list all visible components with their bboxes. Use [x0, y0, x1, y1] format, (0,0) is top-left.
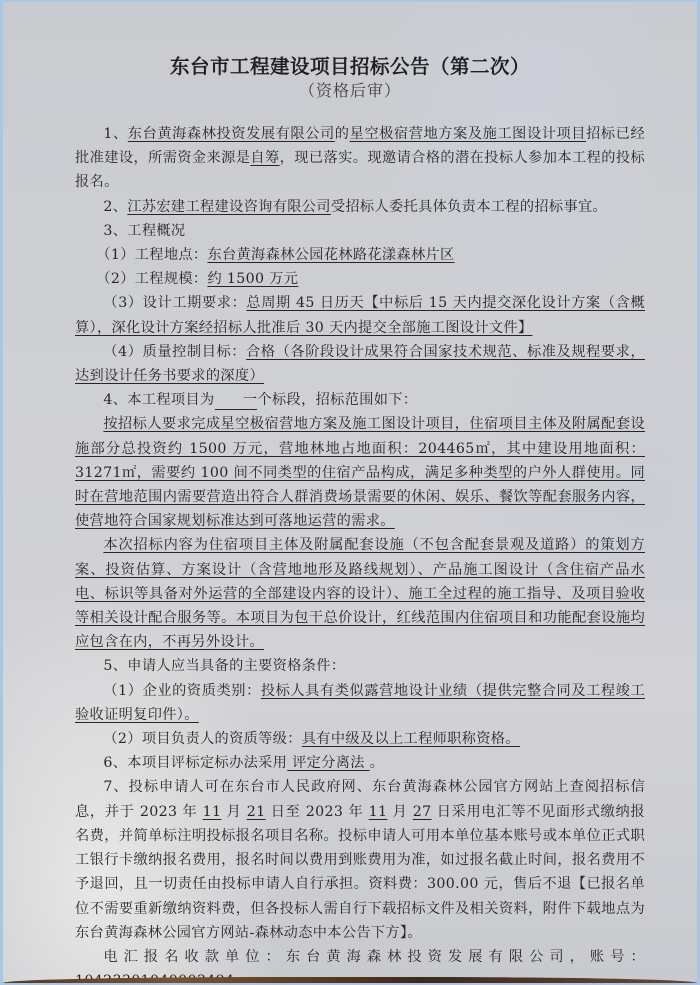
section-5-heading: 5、申请人应当具备的主要资格条件：	[103, 658, 346, 675]
qualification-2-row	[75, 727, 645, 751]
quality-target-label: （4）质量控制目标：	[103, 343, 247, 360]
end-day: 27	[412, 803, 432, 820]
quality-target-row	[75, 340, 645, 388]
start-month: 11	[202, 803, 222, 820]
section-6-text-1: 6、本项目评标定标办法采用	[103, 755, 288, 772]
design-period: 总周期 45 日历天【中标后 15 天内提交深化设计方案（含概算），深化设计方案经招标人批准后 30 天内提交全部施工图设计文件】	[75, 295, 645, 336]
section-2	[75, 195, 645, 219]
section-1-text-1: 招标已经批准建设，所需资金来源是	[75, 126, 645, 167]
document-subtitle: （资格后审）	[298, 81, 401, 100]
project-name: 星空极宿营地方案及施工图设计项目	[349, 126, 587, 142]
project-scale: 约 1500 万元	[207, 271, 299, 288]
project-scale-row	[75, 267, 645, 291]
section-1	[75, 122, 645, 195]
section-7	[75, 775, 645, 944]
section-4-text-1: 4、本工程项目为	[103, 392, 215, 409]
section-7-month-2: 月	[387, 803, 413, 820]
agent-name: 江苏宏建工程建设咨询有限公司	[127, 198, 331, 215]
section-2-num: 2、	[103, 198, 128, 215]
qualification-2-label: （2）项目负责人的资质等级：	[103, 731, 302, 748]
tender-scope-2	[75, 533, 645, 654]
section-2-text: 受招标人委托具体负责本工程的招标事宜。	[330, 198, 608, 215]
section-4-text-2: 个标段，招标范围如下：	[257, 392, 418, 409]
end-month: 11	[368, 803, 388, 820]
start-day: 21	[246, 803, 266, 820]
document-photo	[3, 2, 697, 983]
quality-target: 合格（各阶段设计成果符合国家技术规范、标准及规程要求，达到设计任务书要求的深度）	[75, 343, 646, 385]
qualification-1: 投标人具有类似露营地设计业绩（提供完整合同及工程竣工验收证明复印件）。	[75, 682, 645, 723]
qualification-1-row	[75, 679, 645, 727]
section-1-num: 1、	[103, 126, 128, 142]
account-label: ，账号：	[569, 948, 646, 965]
section-6	[75, 751, 645, 775]
qualification-2: 具有中级及以上工程师职称资格。	[301, 731, 520, 748]
section-7-month-1: 月	[221, 803, 247, 820]
section-7-text-2: 日至 2023 年	[265, 803, 369, 820]
section-1-of: 的	[334, 126, 350, 142]
document-body	[75, 122, 645, 983]
table-edge	[3, 977, 697, 983]
project-scale-label: （2）工程规模：	[96, 271, 208, 288]
evaluation-method: 评定分离法	[287, 755, 370, 772]
document-title: 东台市工程建设项目招标公告（第二次）	[169, 55, 530, 78]
payee-name: 东台黄海森林投资发展有限公司	[285, 948, 570, 965]
tender-scope-2-text: 本次招标内容为住宿项目主体及附属配套设施（不包含配套景观及道路）的策划方案、投资估算、方案设计（含营地地形及路线规划）、产品施工图设计（含住宿产品水电、标识等具备对外运营的全部建设内容的设计）、施工全过程的施工指导、及项目验收等相关设计配合服务等。本项目为包干总价设计，红线范围内住宿项目和功能配套设施均应包含在内，不再另外设计。	[75, 537, 645, 651]
section-7-text-1: 7、投标申请人可在东台市人民政府网、东台黄海森林公园官方网站上查阅招标信息，并于 2023 年	[75, 779, 645, 820]
fund-source: 自筹	[250, 150, 280, 167]
design-period-row	[75, 291, 645, 339]
payment-label: 电汇报名收款单位：	[103, 948, 286, 965]
design-period-label: （3）设计工期要求：	[103, 295, 247, 312]
section-4	[75, 388, 645, 412]
project-location: 东台黄海森林公园花林路花漾森林片区	[207, 247, 455, 264]
tender-scope-1	[75, 412, 645, 533]
section-3-heading: 3、工程概况	[103, 222, 186, 239]
project-location-label: （1）工程地点：	[96, 247, 208, 264]
section-7-text-3: 日采用电汇等不见面形式缴纳报名费，并简单标注明投标报名项目名称。投标申请人可用本单位基本账号或本单位正式职工银行卡缴纳报名费用，报名时间以费用到账费用为准，如过报名截止时间，报名费用不予退回，且一切责任由投标申请人自行承担。资料费：300.00 元，售后不退【已报名单位不需要重新缴纳资料费，但各投标人需自行下载招标文件及相关资料，附件下载地点为东台黄海森林公园官方网站-森林动态中本公告下方】。	[75, 803, 645, 941]
section-1-text-2: ，现已落实。现邀请合格的潜在投标人参加本工程的投标报名。	[75, 150, 645, 191]
qualification-1-label: （1）企业的资质类别：	[103, 682, 261, 699]
tender-scope-1-text: 按招标人要求完成星空极宿营地方案及施工图设计项目，住宿项目主体及附属配套设施部分总投资约 1500 万元，营地林地占地面积：204465㎡，其中建设用地面积：31271㎡，需要约 100 间不同类型的住宿产品构成，满足多种类型的户外人群使用。同时在营地范围内需要营造出符合人群消费场景需要的休闲、娱乐、餐饮等配套服务内容，使营地符合国家规划标准达到可落地运营的需求。	[75, 416, 645, 530]
section-6-text-2: 。	[369, 755, 385, 772]
lot-count: 一	[215, 391, 258, 410]
project-location-row	[75, 243, 645, 267]
tenderer-name: 东台黄海森林投资发展有限公司	[127, 126, 335, 142]
